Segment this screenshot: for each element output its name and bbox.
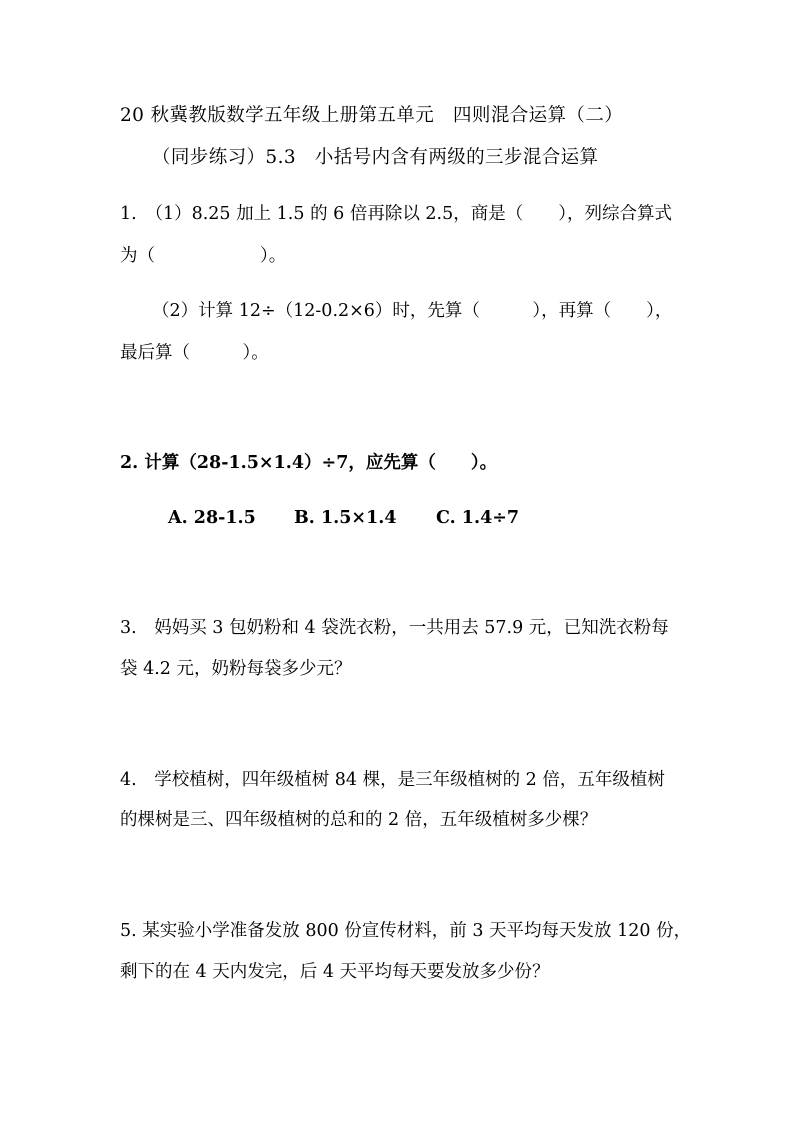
- question-2-option-c: C. 1.4÷7: [436, 508, 520, 528]
- question-1-part1-line1: 1. （1）8.25 加上 1.5 的 6 倍再除以 2.5，商是（ ），列综合算式: [120, 204, 672, 224]
- question-2-option-b: B. 1.5×1.4: [294, 508, 397, 528]
- question-1-part1-line2: 为（ ）。: [120, 246, 287, 266]
- question-4-line2: 的棵树是三、四年级植树的总和的 2 倍，五年级植树多少棵？: [120, 810, 598, 830]
- question-5-line2: 剩下的在 4 天内发完，后 4 天平均每天要发放多少份？: [120, 962, 550, 982]
- question-1-part2-line2: 最后算（ ）。: [120, 343, 269, 363]
- question-1-part2-line1: （2）计算 12÷（12-0.2×6）时，先算（ ），再算（ ），: [152, 301, 673, 321]
- page-title-line2: （同步练习）5.3 小括号内含有两级的三步混合运算: [152, 147, 599, 168]
- question-5-line1: 5. 某实验小学准备发放 800 份宣传材料，前 3 天平均每天发放 120 份，: [120, 921, 692, 941]
- question-4-line1: 4. 学校植树，四年级植树 84 棵，是三年级植树的 2 倍，五年级植树: [120, 770, 665, 790]
- question-2-text: 2. 计算（28-1.5×1.4）÷7，应先算（ ）。: [120, 453, 498, 473]
- question-2-option-a: A. 28-1.5: [168, 508, 256, 528]
- question-3-line2: 袋 4.2 元，奶粉每袋多少元？: [120, 659, 352, 679]
- question-3-line1: 3. 妈妈买 3 包奶粉和 4 袋洗衣粉，一共用去 57.9 元，已知洗衣粉每: [120, 618, 669, 638]
- page-title-line1: 20 秋冀教版数学五年级上册第五单元 四则混合运算（二）: [120, 105, 624, 126]
